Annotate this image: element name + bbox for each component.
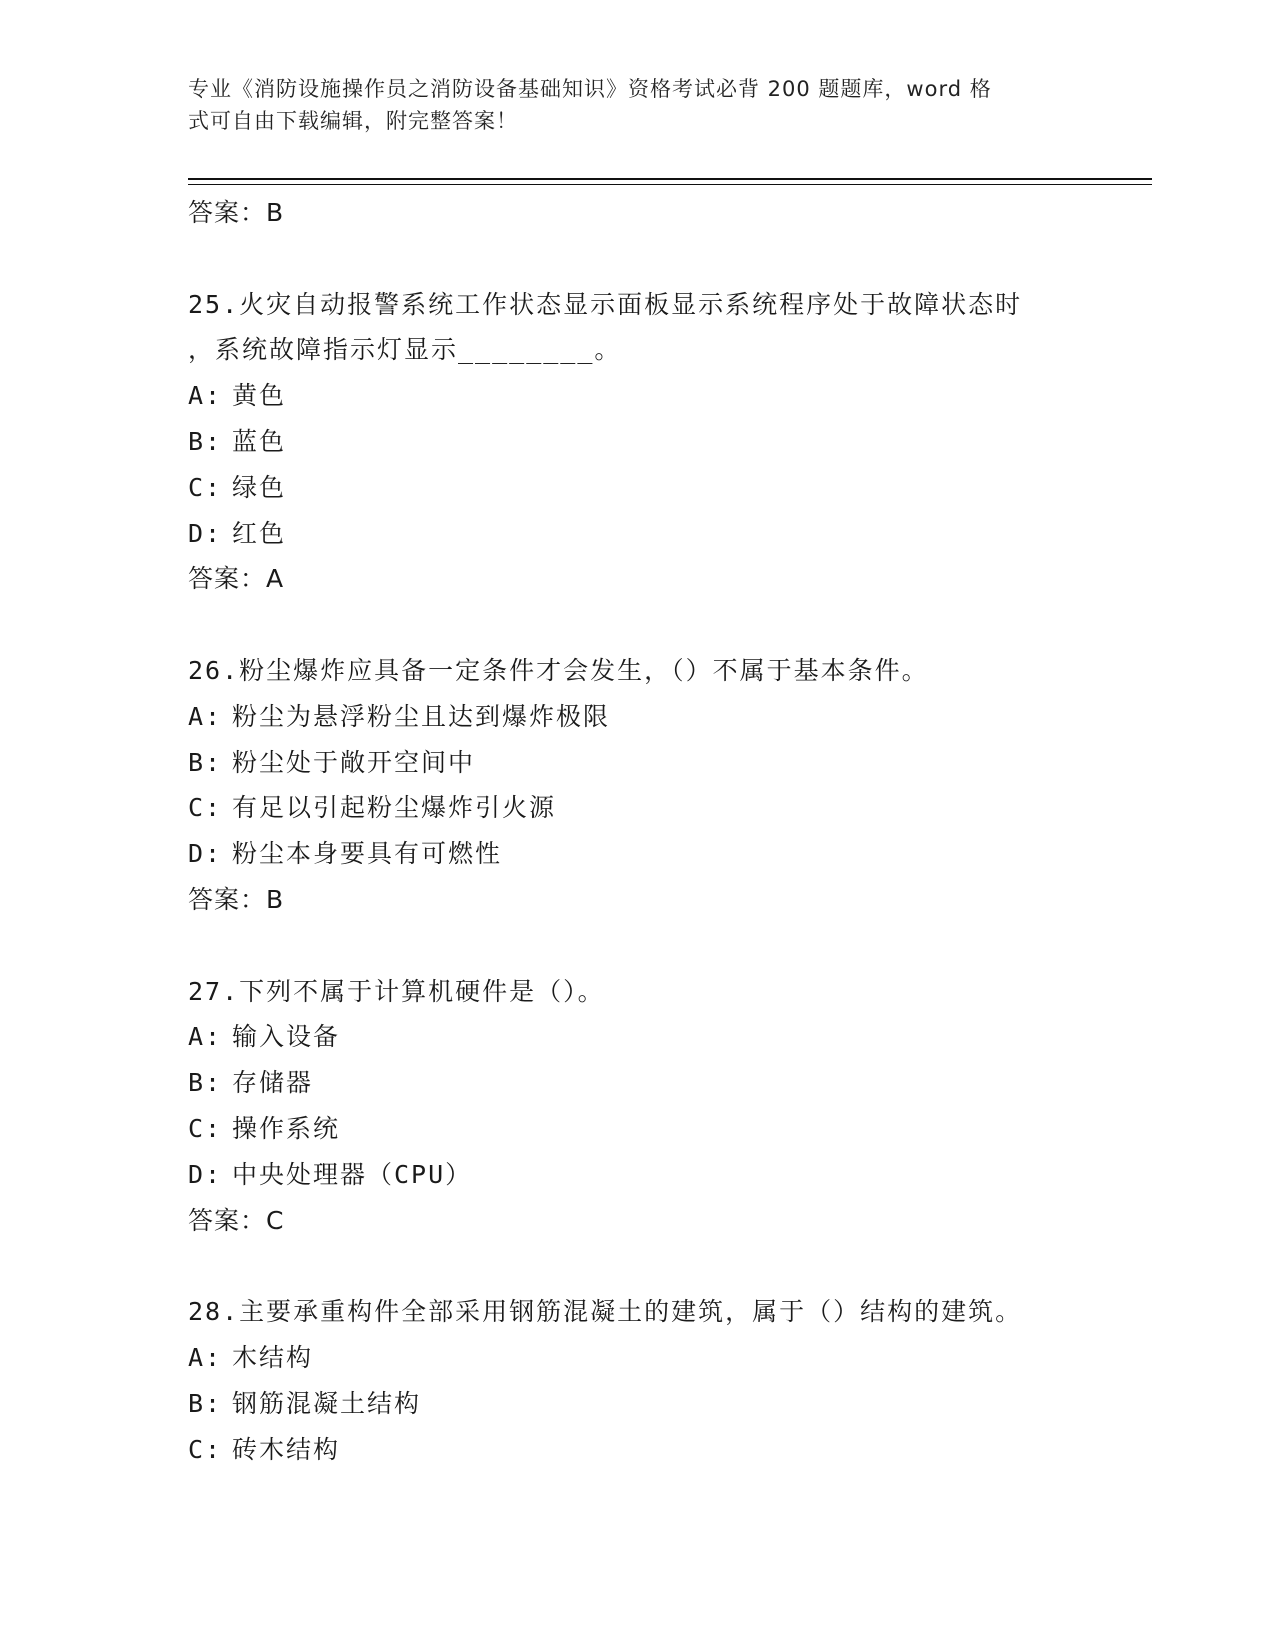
option-letter: D: bbox=[188, 518, 223, 548]
option-letter: C: bbox=[188, 1113, 223, 1143]
option-text: 中央处理器（CPU） bbox=[232, 1159, 473, 1189]
option-a bbox=[188, 694, 1118, 740]
option-text: 存储器 bbox=[232, 1068, 314, 1098]
answer: 答案：C bbox=[188, 1205, 285, 1235]
option-letter: C: bbox=[188, 472, 223, 502]
question-27 bbox=[188, 969, 1118, 1244]
question-text: 26.粉尘爆炸应具备一定条件才会发生，（）不属于基本条件。 bbox=[188, 655, 929, 685]
option-letter: A: bbox=[188, 381, 223, 411]
option-text: 钢筋混凝土结构 bbox=[232, 1388, 422, 1418]
option-b bbox=[188, 740, 1118, 786]
option-letter: B: bbox=[188, 747, 223, 777]
option-text: 有足以引起粉尘爆炸引火源 bbox=[232, 793, 557, 823]
previous-answer: 答案：B bbox=[188, 198, 285, 227]
option-b bbox=[188, 1060, 1118, 1106]
option-b bbox=[188, 1381, 1118, 1427]
option-d bbox=[188, 831, 1118, 877]
option-c bbox=[188, 785, 1118, 831]
option-d bbox=[188, 1152, 1118, 1198]
option-letter: B: bbox=[188, 1068, 223, 1098]
option-text: 绿色 bbox=[232, 472, 287, 502]
question-text: 25.火灾自动报警系统工作状态显示面板显示系统程序处于故障状态时 bbox=[188, 289, 1023, 319]
question-25 bbox=[188, 282, 1118, 603]
header-rule-thick bbox=[188, 178, 1152, 180]
option-letter: D: bbox=[188, 839, 223, 869]
option-d bbox=[188, 511, 1118, 557]
option-c bbox=[188, 1106, 1118, 1152]
question-text: ，系统故障指示灯显示________。 bbox=[188, 335, 622, 365]
option-letter: B: bbox=[188, 426, 223, 456]
option-text: 输入设备 bbox=[232, 1022, 341, 1052]
header-line-2: 式可自由下载编辑，附完整答案！ bbox=[188, 109, 518, 133]
option-letter: A: bbox=[188, 1022, 223, 1052]
option-b bbox=[188, 419, 1118, 465]
option-letter: C: bbox=[188, 1434, 223, 1464]
header-line-1: 专业《消防设施操作员之消防设备基础知识》资格考试必背 200 题题库，word 格 bbox=[188, 77, 992, 101]
question-28 bbox=[188, 1289, 1118, 1472]
option-text: 粉尘为悬浮粉尘且达到爆炸极限 bbox=[232, 701, 611, 731]
option-text: 黄色 bbox=[232, 381, 287, 411]
answer: 答案：A bbox=[188, 564, 285, 594]
spacer bbox=[188, 923, 1118, 969]
option-letter: B: bbox=[188, 1388, 223, 1418]
option-c bbox=[188, 465, 1118, 511]
option-letter: A: bbox=[188, 701, 223, 731]
option-text: 砖木结构 bbox=[232, 1434, 341, 1464]
option-c bbox=[188, 1427, 1118, 1473]
option-a bbox=[188, 1335, 1118, 1381]
option-text: 操作系统 bbox=[232, 1113, 341, 1143]
question-text: 28.主要承重构件全部采用钢筋混凝土的建筑，属于（）结构的建筑。 bbox=[188, 1297, 1023, 1327]
answer: 答案：B bbox=[188, 884, 285, 914]
option-text: 红色 bbox=[232, 518, 287, 548]
option-a bbox=[188, 1014, 1118, 1060]
option-text: 蓝色 bbox=[232, 426, 287, 456]
header-rule-thin bbox=[188, 184, 1152, 185]
spacer bbox=[188, 1243, 1118, 1289]
question-text: 27.下列不属于计算机硬件是（）。 bbox=[188, 976, 605, 1006]
option-letter: D: bbox=[188, 1159, 223, 1189]
option-text: 木结构 bbox=[232, 1342, 314, 1372]
option-a bbox=[188, 373, 1118, 419]
spacer bbox=[188, 602, 1118, 648]
option-text: 粉尘处于敞开空间中 bbox=[232, 747, 476, 777]
option-text: 粉尘本身要具有可燃性 bbox=[232, 839, 503, 869]
question-list bbox=[188, 190, 1118, 1472]
option-letter: C: bbox=[188, 793, 223, 823]
document-header bbox=[188, 73, 1068, 137]
option-letter: A: bbox=[188, 1342, 223, 1372]
question-26 bbox=[188, 648, 1118, 923]
spacer bbox=[188, 236, 1118, 282]
